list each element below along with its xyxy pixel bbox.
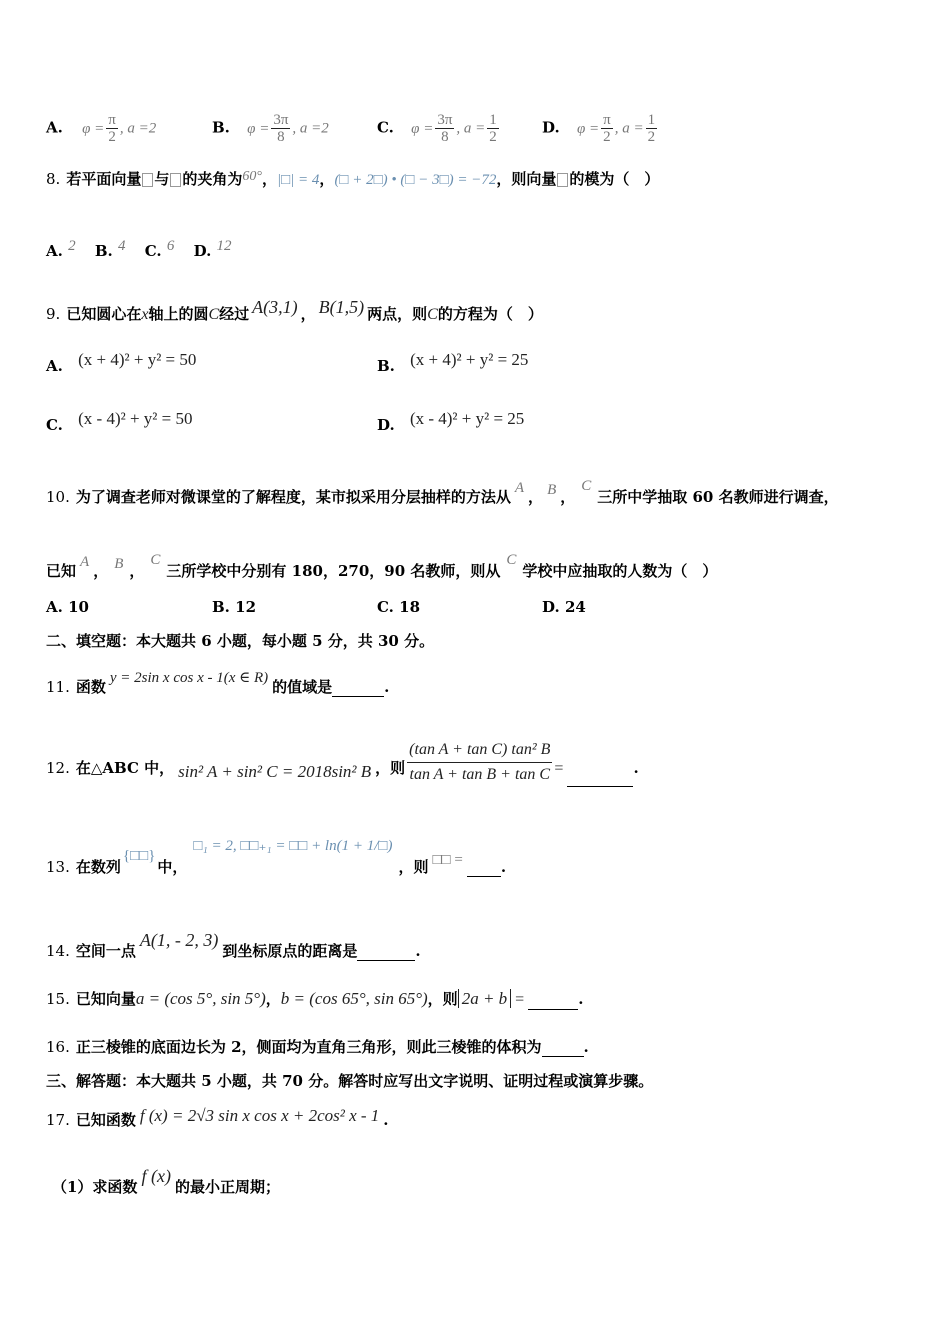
q17: 17. 已知函数 f (x) = 2√3 sin x cos x + 2cos² x - 1 . bbox=[46, 1106, 389, 1129]
q13: 13. 在数列{□□}中，□₁ = 2, □□₊₁ = □□ + ln(1 + 1/□)，则 □□ = . bbox=[46, 838, 507, 876]
q9-option-a: A. (x + 4)² + y² = 50 bbox=[46, 350, 197, 375]
q10-option-b: B. 12 bbox=[212, 598, 257, 616]
q15: 15. 已知向量a = (cos 5°, sin 5°)，b = (cos 65°, sin 65°)，则 2a + b = . bbox=[46, 989, 584, 1008]
q10-option-c: C. 18 bbox=[377, 598, 421, 616]
q10-option-d: D. 24 bbox=[542, 598, 586, 616]
q7-option-a: A. φ = $\frac{\pi}{2}$ , a =2 bbox=[46, 112, 157, 145]
q8-options: A. 2 B. 4 C. 6 D. 12 bbox=[46, 238, 232, 260]
q10-stem-line1: 10. 为了调查老师对微课堂的了解程度，某市拟采用分层抽样的方法从 A ， B ，C三所中学抽取 60 名教师进行调查， bbox=[46, 478, 839, 506]
q17-part1: （1）求函数f (x)的最小正周期； bbox=[52, 1166, 280, 1196]
q10-stem-line2: 已知 A ， B ，C三所学校中分别有 180，270，90 名教师，则从C学校中应抽取的人数为（ ） bbox=[46, 552, 718, 580]
q12: 12. 在△ABC 中， sin² A + sin² C = 2018sin² B ，则 $\frac{\text{(tan A + tan C) tan² B}}{\text{tan A + tan B + tan C}}$ = . bbox=[46, 738, 639, 787]
q14: 14. 空间一点A(1, - 2, 3)到坐标原点的距离是 . bbox=[46, 930, 421, 960]
q8-stem: 8. 若平面向量 与 的夹角为60°，|□| = 4，(□ + 2□) • (□ − 3□) = −72，则向量 的模为（ ） bbox=[46, 169, 660, 188]
section-3-heading: 三、解答题：本大题共 5 小题，共 70 分。解答时应写出文字说明、证明过程或演算步骤。 bbox=[46, 1072, 654, 1090]
q11: 11. 函数 y = 2sin x cos x - 1(x ∈ R) 的值域是 . bbox=[46, 670, 390, 696]
vector-b-glyph bbox=[170, 173, 181, 187]
q7-option-d: D. φ = $\frac{\pi}{2}$ , a = $\frac{1}{2}$ bbox=[542, 112, 656, 145]
q16: 16. 正三棱锥的底面边长为 2，侧面均为直角三角形，则此三棱锥的体积为 . bbox=[46, 1038, 589, 1056]
q9-option-b: B. (x + 4)² + y² = 25 bbox=[377, 350, 529, 375]
q7-option-c: C. φ = $\frac{3\pi}{8}$ , a = $\frac{1}{2}$ bbox=[377, 112, 497, 145]
vector-a-glyph bbox=[142, 173, 153, 187]
q7-option-b: B. φ = $\frac{3\pi}{8}$ , a =2 bbox=[212, 112, 329, 145]
section-2-heading: 二、填空题：本大题共 6 小题，每小题 5 分，共 30 分。 bbox=[46, 632, 435, 650]
q9-option-c: C. (x - 4)² + y² = 50 bbox=[46, 409, 193, 434]
q10-option-a: A. 10 bbox=[46, 598, 89, 616]
q9-stem: 9. 已知圆心在x轴上的圆C经过 A(3,1) ， B(1,5) 两点，则C的方程为（ ） bbox=[46, 297, 543, 323]
q9-option-d: D. (x - 4)² + y² = 25 bbox=[377, 409, 525, 434]
q12-fraction: $\frac{\text{(tan A + tan C) tan² B}}{\text{tan A + tan B + tan C}}$ bbox=[407, 738, 552, 787]
